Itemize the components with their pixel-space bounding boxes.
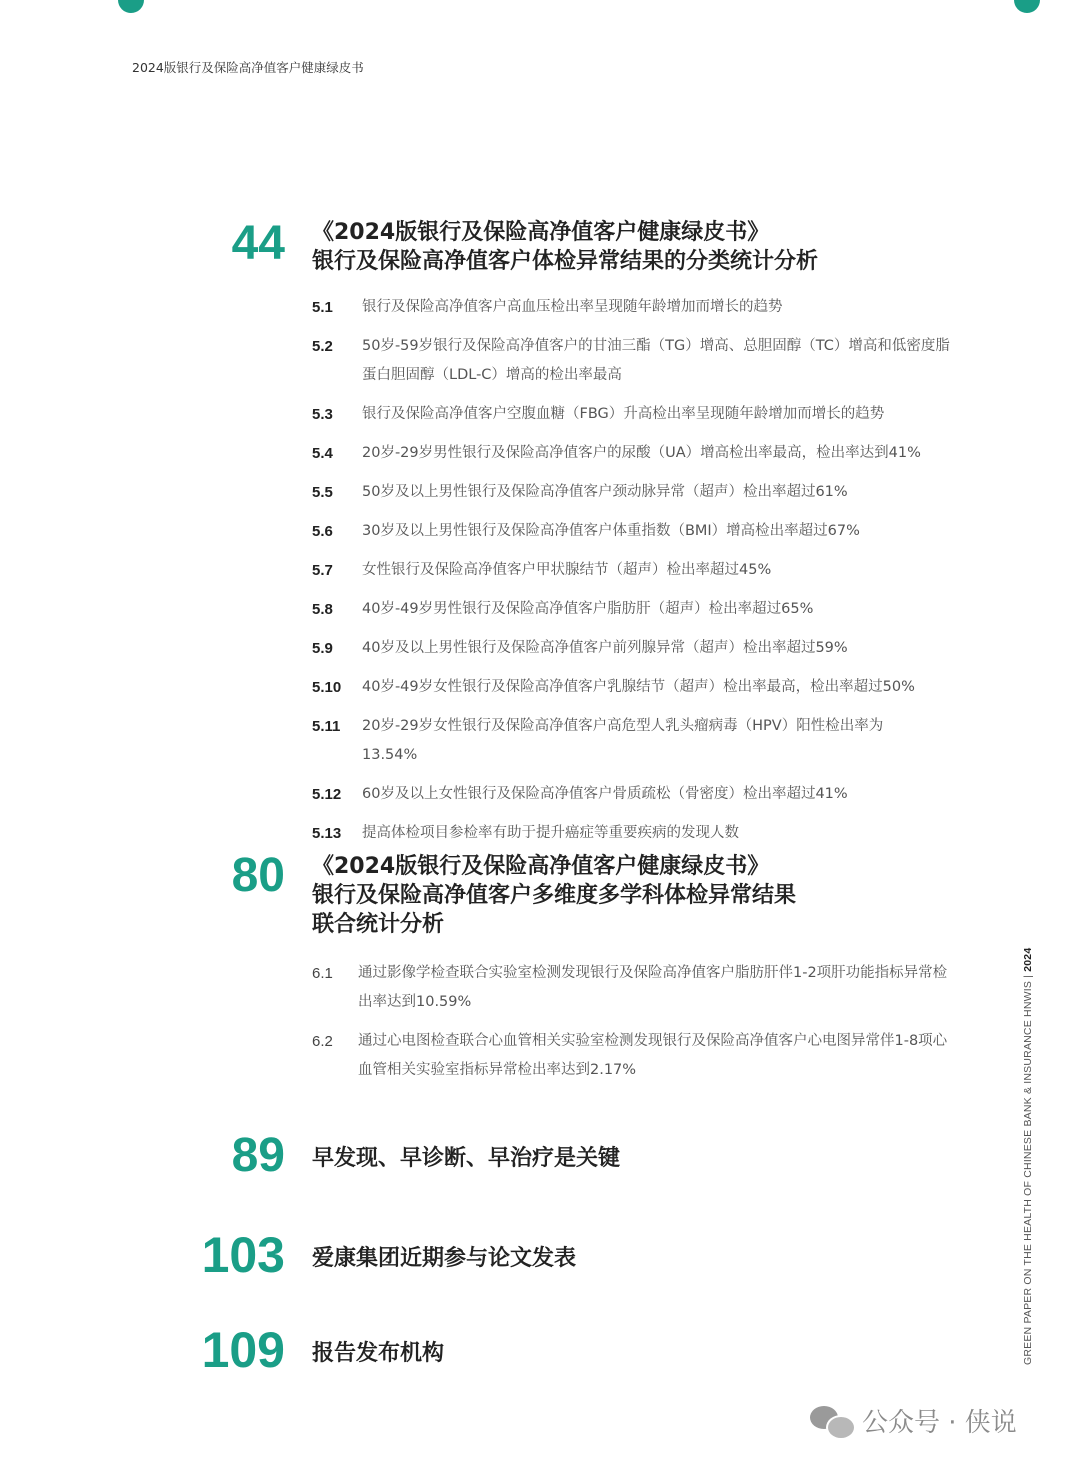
toc-subitem[interactable]: 5.2 50岁-59岁银行及保险高净值客户的甘油三酯（TG）增高、总胆固醇（TC）增高和低密度脂蛋白胆固醇（LDL-C）增高的检出率最高 — [312, 338, 950, 383]
wechat-icon — [810, 1404, 854, 1438]
toc-page-number: 103 — [201, 1227, 285, 1283]
toc-subitem[interactable]: 6.1 通过影像学检查联合实验室检测发现银行及保险高净值客户脂肪肝伴1-2项肝功能指标异常检出率达到10.59% — [312, 965, 948, 1010]
toc-subitem[interactable]: 5.12 60岁及以上女性银行及保险高净值客户骨质疏松（骨密度）检出率超过41% — [312, 786, 848, 803]
side-running-title: GREEN PAPER ON THE HEALTH OF CHINESE BANK & INSURANCE HNWIS | 2024 — [1022, 947, 1034, 1365]
toc-section-title[interactable]: 《2024版银行及保险高净值客户健康绿皮书》 银行及保险高净值客户体检异常结果的分类统计分析 — [312, 220, 819, 274]
wechat-watermark: 公众号 · 侠说 — [810, 1402, 1017, 1439]
toc-section-title[interactable]: 早发现、早诊断、早治疗是关键 — [312, 1146, 621, 1171]
toc-section-title[interactable]: 《2024版银行及保险高净值客户健康绿皮书》 银行及保险高净值客户多维度多学科体检异常结果 联合统计分析 — [312, 854, 797, 937]
toc-subitem[interactable]: 5.13 提高体检项目参检率有助于提升癌症等重要疾病的发现人数 — [312, 825, 739, 842]
toc-subitem[interactable]: 5.11 20岁-29岁女性银行及保险高净值客户高危型人乳头瘤病毒（HPV）阳性检出率为13.54% — [312, 718, 884, 763]
toc-page-number: 44 — [231, 217, 285, 270]
toc-subitem[interactable]: 5.8 40岁-49岁男性银行及保险高净值客户脂肪肝（超声）检出率超过65% — [312, 601, 814, 618]
toc-subitem[interactable]: 5.6 30岁及以上男性银行及保险高净值客户体重指数（BMI）增高检出率超过67% — [312, 523, 860, 540]
toc-subitem[interactable]: 5.9 40岁及以上男性银行及保险高净值客户前列腺异常（超声）检出率超过59% — [312, 640, 848, 657]
toc-subitems — [312, 959, 952, 1095]
toc-page-number: 80 — [231, 849, 285, 902]
toc-page-number: 109 — [201, 1322, 285, 1378]
toc-subitem[interactable]: 6.2 通过心电图检查联合心血管相关实验室检测发现银行及保险高净值客户心电图异常伴1-8项心血管相关实验室指标异常检出率达到2.17% — [312, 1033, 948, 1078]
toc-page-number: 89 — [231, 1129, 285, 1182]
toc-subitem[interactable]: 5.3 银行及保险高净值客户空腹血糖（FBG）升高检出率呈现随年龄增加而增长的趋势 — [312, 406, 885, 423]
running-header: 2024版银行及保险高净值客户健康绿皮书 — [132, 60, 364, 75]
toc-subitem[interactable]: 5.1 银行及保险高净值客户高血压检出率呈现随年龄增加而增长的趋势 — [312, 299, 783, 316]
toc-subitem[interactable]: 5.7 女性银行及保险高净值客户甲状腺结节（超声）检出率超过45% — [312, 562, 772, 579]
toc-section-title[interactable]: 报告发布机构 — [312, 1341, 445, 1366]
toc-subitems — [312, 293, 992, 858]
corner-dot-left — [118, 0, 144, 13]
toc-subitem[interactable]: 5.5 50岁及以上男性银行及保险高净值客户颈动脉异常（超声）检出率超过61% — [312, 484, 848, 501]
corner-dot-right — [1014, 0, 1040, 13]
toc-subitem[interactable]: 5.4 20岁-29岁男性银行及保险高净值客户的尿酸（UA）增高检出率最高，检出率达到41% — [312, 445, 921, 462]
toc-subitem[interactable]: 5.10 40岁-49岁女性银行及保险高净值客户乳腺结节（超声）检出率最高，检出率超过50% — [312, 679, 915, 696]
toc-section-title[interactable]: 爱康集团近期参与论文发表 — [312, 1246, 577, 1271]
